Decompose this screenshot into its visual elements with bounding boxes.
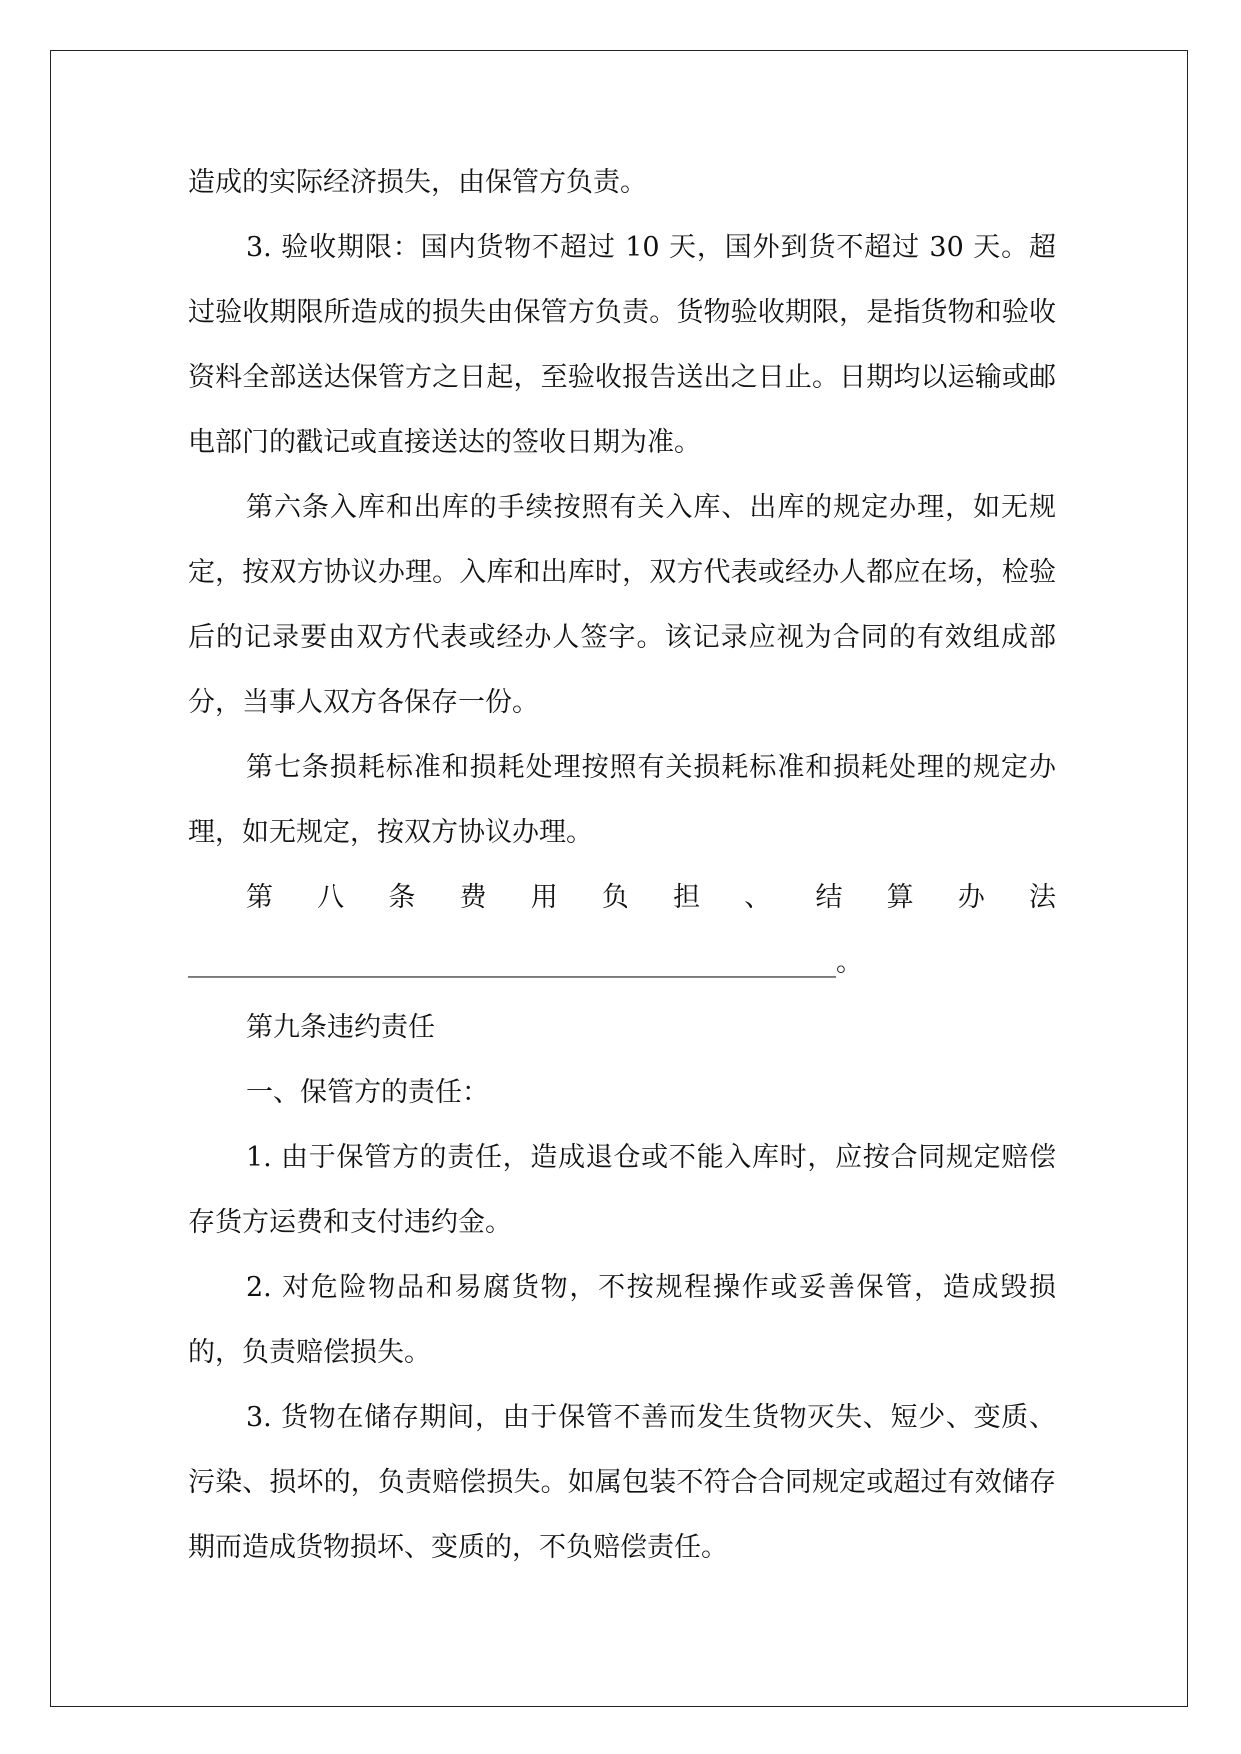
paragraph-article-9: 第九条违约责任 (246, 1012, 435, 1043)
paragraph-article-6: 第六条入库和出库的手续按照有关入库、出库的规定办理，如无规定，按双方协议办理。入库和出库时，双方代表或经办人都应在场，检验后的记录要由双方代表或经办人签字。该记录应视为合同的有效组成部分，当事人双方各保存一份。 (188, 492, 1056, 718)
paragraph-custodian-responsibility: 一、保管方的责任： (246, 1077, 489, 1108)
paragraph-inspection-period: 3. 验收期限：国内货物不超过 10 天，国外到货不超过 30 天。超过验收期限所造成的损失由保管方负责。货物验收期限，是指货物和验收资料全部送达保管方之日起，至验收报告送出之日止。日期均以运输或邮电部门的戳记或直接送达的签收日期为准。 (188, 232, 1056, 458)
paragraph-article-8: 第八条费用负担、结算办法________________________________________________。 (188, 882, 1056, 978)
document-body (188, 150, 1056, 1580)
paragraph-loss-responsibility: 造成的实际经济损失，由保管方负责。 (188, 167, 647, 198)
paragraph-item-1: 1. 由于保管方的责任，造成退仓或不能入库时，应按合同规定赔偿存货方运费和支付违约金。 (188, 1142, 1056, 1238)
paragraph-article-7: 第七条损耗标准和损耗处理按照有关损耗标准和损耗处理的规定办理，如无规定，按双方协议办理。 (188, 752, 1056, 848)
paragraph-item-2: 2. 对危险物品和易腐货物，不按规程操作或妥善保管，造成毁损的，负责赔偿损失。 (188, 1272, 1056, 1368)
paragraph-item-3: 3. 货物在储存期间，由于保管不善而发生货物灭失、短少、变质、污染、损坏的，负责赔偿损失。如属包装不符合合同规定或超过有效储存期而造成货物损坏、变质的，不负赔偿责任。 (188, 1402, 1056, 1563)
